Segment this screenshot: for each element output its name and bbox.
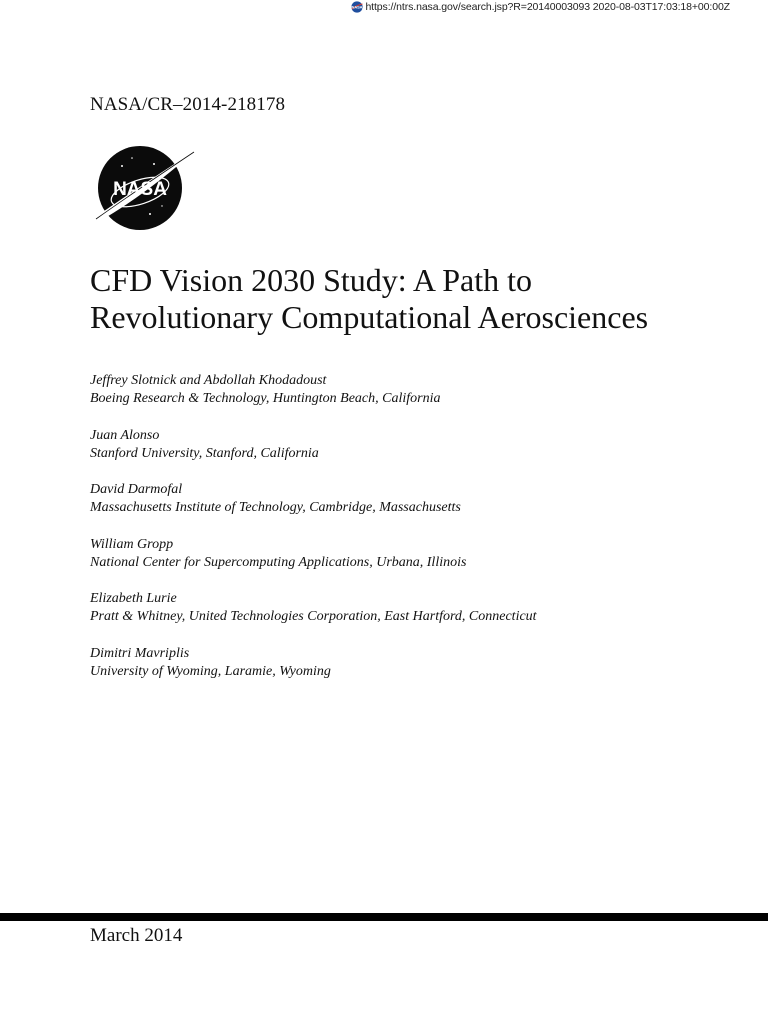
author-block	[90, 590, 750, 626]
author-list	[90, 372, 750, 699]
svg-text:NASA: NASA	[351, 4, 363, 10]
author-affiliation: Boeing Research & Technology, Huntington Beach, California	[90, 391, 441, 406]
stamp-url[interactable]: https://ntrs.nasa.gov/search.jsp?R=20140003093	[365, 1, 590, 13]
author-block	[90, 645, 750, 681]
author-name: Elizabeth Lurie	[90, 591, 177, 606]
ntrs-download-stamp	[351, 0, 730, 14]
author-affiliation: Massachusetts Institute of Technology, Cambridge, Massachusetts	[90, 500, 461, 515]
nasa-meatball-logo	[92, 140, 200, 236]
author-name: David Darmofal	[90, 482, 183, 497]
report-number: NASA/CR–2014-218178	[90, 94, 286, 115]
author-block	[90, 536, 750, 572]
logo-wordmark: NASA	[113, 179, 167, 200]
author-affiliation: Stanford University, Stanford, California	[90, 445, 319, 461]
author-block	[90, 372, 750, 408]
title-line-2: Revolutionary Computational Aerosciences	[90, 299, 649, 335]
author-block	[90, 427, 750, 463]
author-affiliation: Pratt & Whitney, United Technologies Corporation, East Hartford, Connecticut	[90, 609, 537, 624]
author-name: Dimitri Mavriplis	[90, 645, 190, 661]
author-name: Juan Alonso	[90, 427, 160, 443]
title-line-1: CFD Vision 2030 Study: A Path to	[90, 262, 533, 298]
author-name: Jeffrey Slotnick and Abdollah Khodadoust	[90, 373, 327, 388]
nasa-meatball-mini-icon	[351, 1, 363, 13]
document-title	[90, 262, 750, 336]
author-block	[90, 481, 750, 517]
stamp-timestamp: 2020-08-03T17:03:18+00:00Z	[592, 1, 730, 13]
author-name: William Gropp	[90, 536, 174, 552]
publication-date: March 2014	[90, 925, 183, 946]
footer-divider	[0, 913, 768, 921]
author-affiliation: University of Wyoming, Laramie, Wyoming	[90, 663, 331, 679]
author-affiliation: National Center for Supercomputing Applications, Urbana, Illinois	[90, 554, 467, 570]
